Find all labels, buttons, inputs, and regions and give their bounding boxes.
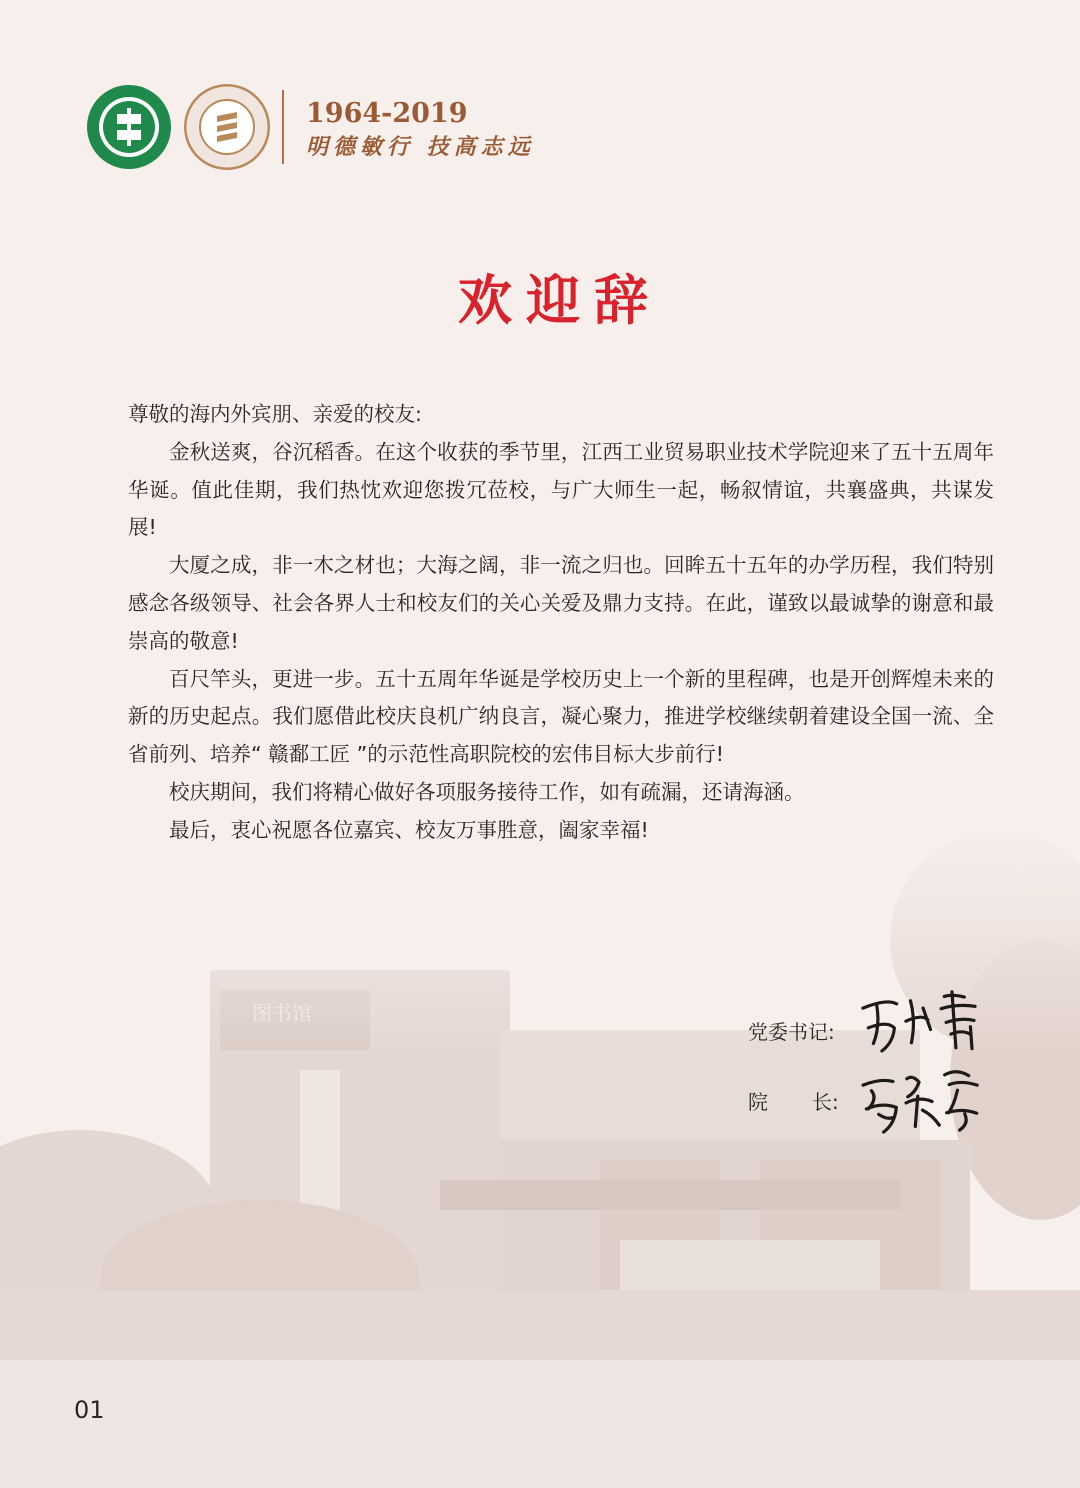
campus-library-illustration: [0, 820, 1080, 1488]
president-signature: [856, 1063, 989, 1140]
college-logo-green: [86, 84, 172, 170]
letter-paragraph: 金秋送爽，谷沉稻香。在这个收获的季节里，江西工业贸易职业技术学院迎来了五十五周年华诞。值此佳期，我们热忱欢迎您拨冗莅校，与广大师生一起，畅叙情谊，共襄盛典，共谋发展!: [128, 439, 994, 540]
library-sign-text: 图书馆: [252, 1001, 312, 1025]
page-title: 欢迎辞: [458, 268, 662, 332]
welcome-letter: [128, 396, 994, 850]
letter-paragraph: 大厦之成，非一木之材也；大海之阔，非一流之归也。回眸五十五年的办学历程，我们特别感念各级领导、社会各界人士和校友们的关心关爱及鼎力支持。在此，谨致以最诚挚的谢意和最崇高的敬意!: [128, 553, 994, 653]
letter-paragraph: 校庆期间，我们将精心做好各项服务接待工作，如有疏漏，还请海涵。: [169, 779, 805, 804]
letter-paragraph: 最后，衷心祝愿各位嘉宾、校友万事胜意，阖家幸福!: [169, 817, 649, 842]
header-divider: [282, 90, 284, 164]
letter-salutation: 尊敬的海内外宾朋、亲爱的校友:: [128, 402, 422, 426]
anniversary-years: 1964-2019: [306, 98, 468, 129]
president-label: 院 长:: [748, 1090, 839, 1114]
page-number: 01: [74, 1396, 105, 1424]
college-logo-gold: [184, 84, 270, 170]
college-motto: 明德敏行 技高志远: [306, 134, 535, 160]
letter-paragraph: 百尺竿头，更进一步。五十五周年华诞是学校历史上一个新的里程碑，也是开创辉煌未来的新的历史起点。我们愿借此校庆良机广纳良言，凝心聚力，推进学校继续朝着建设全国一流、全省前列、培养“ 赣鄱工匠 ”的示范性高职院校的宏伟目标大步前行!: [128, 666, 994, 767]
party-secretary-label: 党委书记:: [748, 1020, 835, 1044]
party-secretary-signature: [856, 986, 990, 1059]
